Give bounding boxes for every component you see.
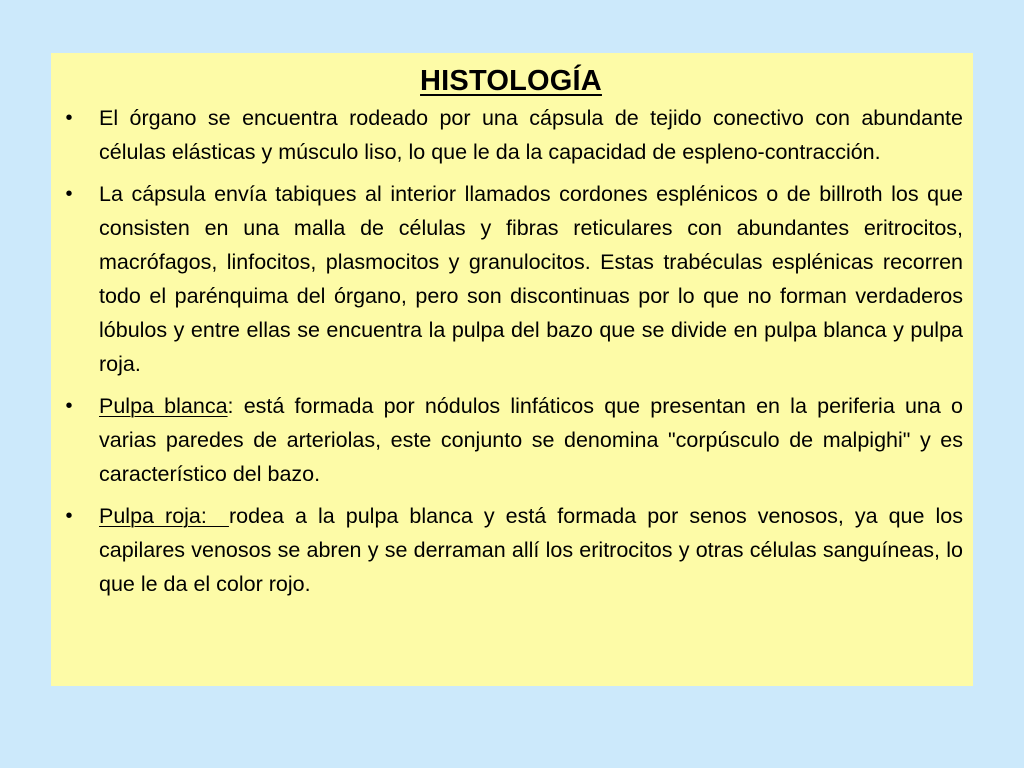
bullet-term-pulpa-blanca: Pulpa blanca (99, 394, 228, 418)
bullet-term-pulpa-roja: Pulpa roja: (99, 504, 229, 528)
bullet-text: La cápsula envía tabiques al interior llamados cordones esplénicos o de billroth los que consisten en una malla de células y fibras reticulares con abundantes eritrocitos, macrófagos, linfocitos, plasmocitos y granulocitos. Estas trabéculas esplénicas recorren todo el parénquima del órgano, pero son discontinuas por lo que no forman verdaderos lóbulos y entre ellas se encuentra la pulpa del bazo que se divide en pulpa blanca y pulpa roja. (99, 182, 963, 376)
bullet-item (65, 177, 963, 381)
bullet-marker-icon: • (65, 505, 73, 527)
bullet-list (65, 101, 963, 601)
content-box (51, 53, 973, 686)
bullet-marker-icon: • (65, 183, 73, 205)
bullet-marker-icon: • (65, 395, 73, 417)
bullet-text: El órgano se encuentra rodeado por una cápsula de tejido conectivo con abundante células elásticas y músculo liso, lo que le da la capacidad de espleno-contracción. (99, 106, 963, 164)
bullet-text: : está formada por nódulos linfáticos que presentan en la periferia una o varias paredes de arteriolas, este conjunto se denomina "corpúsculo de malpighi" y es característico del bazo. (99, 394, 963, 486)
bullet-marker-icon: • (65, 107, 73, 129)
bullet-item (65, 101, 963, 169)
slide-title: HISTOLOGÍA (420, 65, 602, 97)
bullet-item (65, 499, 963, 601)
bullet-item (65, 389, 963, 491)
bullet-text: rodea a la pulpa blanca y está formada por senos venosos, ya que los capilares venosos se abren y se derraman allí los eritrocitos y otras células sanguíneas, lo que le da el color rojo. (99, 504, 963, 596)
